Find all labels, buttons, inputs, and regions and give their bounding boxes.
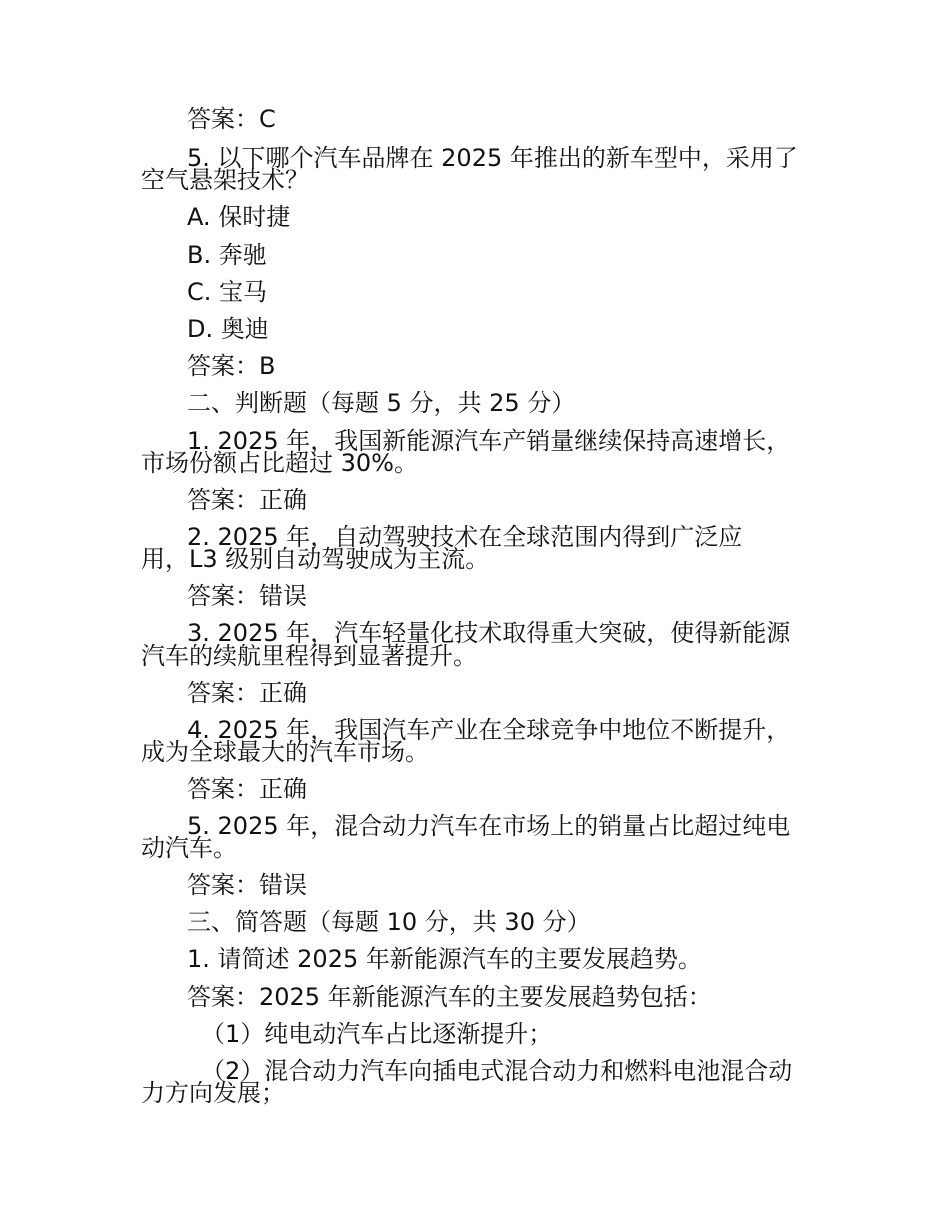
section-heading: 三、简答题（每题 10 分，共 30 分） bbox=[187, 908, 591, 936]
question-continuation: 动汽车。 bbox=[141, 834, 237, 862]
answer-line: 答案：B bbox=[187, 352, 276, 380]
option-line: D. 奥迪 bbox=[187, 315, 269, 343]
answer-item: （1）纯电动汽车占比逐渐提升； bbox=[201, 1020, 553, 1048]
question-continuation: 汽车的续航里程得到显著提升。 bbox=[141, 642, 477, 670]
answer-line: 答案：错误 bbox=[187, 582, 307, 610]
question-continuation: 用，L3 级别自动驾驶成为主流。 bbox=[141, 545, 490, 573]
option-line: A. 保时捷 bbox=[187, 203, 291, 231]
answer-line: 答案：正确 bbox=[187, 486, 307, 514]
answer-line: 答案：2025 年新能源汽车的主要发展趋势包括： bbox=[187, 983, 712, 1011]
question-continuation: 市场份额占比超过 30%。 bbox=[141, 449, 418, 477]
answer-item-continuation: 力方向发展； bbox=[141, 1079, 285, 1107]
answer-item: （2）混合动力汽车向插电式混合动力和燃料电池混合动 bbox=[201, 1057, 793, 1085]
question-line: 4. 2025 年，我国汽车产业在全球竞争中地位不断提升， bbox=[187, 716, 791, 744]
answer-line: 答案：正确 bbox=[187, 679, 307, 707]
question-line: 5. 2025 年，混合动力汽车在市场上的销量占比超过纯电 bbox=[187, 812, 791, 840]
question-line: 3. 2025 年，汽车轻量化技术取得重大突破，使得新能源 bbox=[187, 619, 791, 647]
option-line: C. 宝马 bbox=[187, 278, 268, 306]
question-line: 1. 2025 年，我国新能源汽车产销量继续保持高速增长， bbox=[187, 427, 791, 455]
question-line: 1. 请简述 2025 年新能源汽车的主要发展趋势。 bbox=[187, 945, 702, 973]
question-line: 5. 以下哪个汽车品牌在 2025 年推出的新车型中，采用了 bbox=[187, 144, 798, 172]
section-heading: 二、判断题（每题 5 分，共 25 分） bbox=[187, 389, 576, 417]
answer-line: 答案：正确 bbox=[187, 775, 307, 803]
option-line: B. 奔驰 bbox=[187, 241, 267, 269]
answer-line: 答案：错误 bbox=[187, 871, 307, 899]
question-continuation: 空气悬架技术？ bbox=[141, 166, 309, 194]
answer-line: 答案：C bbox=[187, 105, 276, 133]
question-continuation: 成为全球最大的汽车市场。 bbox=[141, 738, 429, 766]
question-line: 2. 2025 年，自动驾驶技术在全球范围内得到广泛应 bbox=[187, 523, 743, 551]
